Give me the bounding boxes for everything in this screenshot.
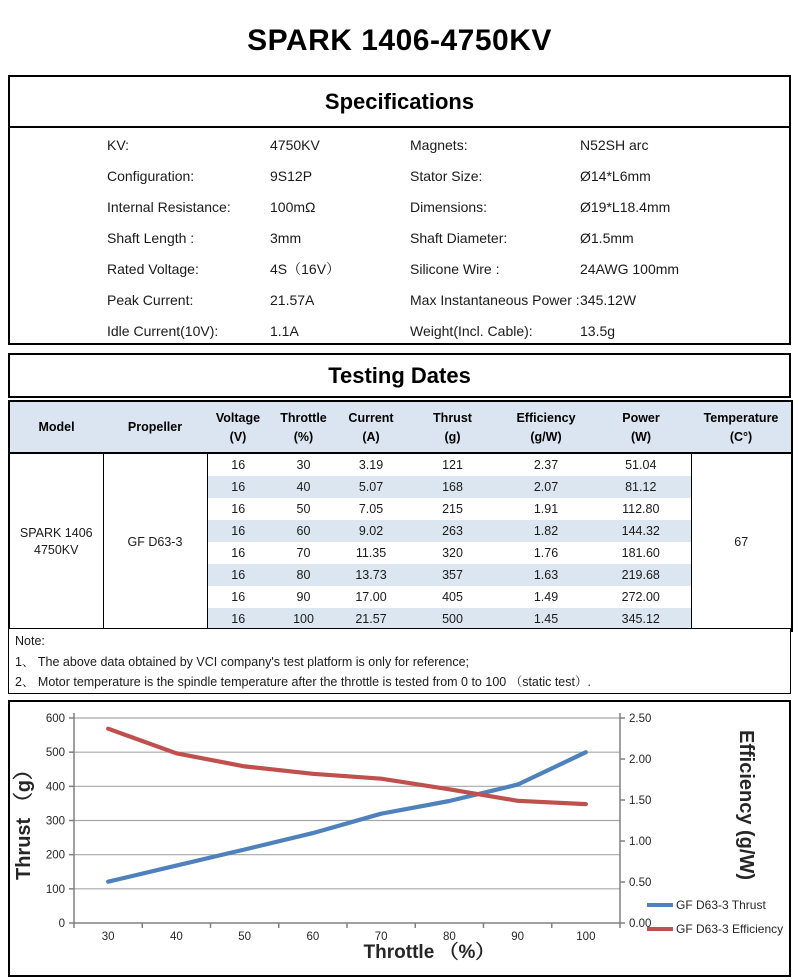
spec-label: Magnets: bbox=[410, 136, 468, 153]
spec-value: 4S（16V） bbox=[270, 260, 341, 277]
spec-value: 345.12W bbox=[580, 291, 637, 308]
note-section bbox=[8, 628, 791, 694]
left-axis-title: Thrust （g） bbox=[13, 760, 35, 880]
specifications-section bbox=[8, 75, 791, 345]
table-cell: 16 bbox=[231, 458, 246, 472]
y-right-tick-label: 0.50 bbox=[629, 877, 652, 889]
spec-row bbox=[10, 315, 789, 346]
legend-thrust-label: GF D63-3 Thrust bbox=[676, 898, 766, 912]
table-cell: 30 bbox=[296, 458, 311, 472]
column-header-efficiency: Efficiency (g/W) bbox=[501, 401, 591, 453]
spec-label: Weight(Incl. Cable): bbox=[410, 322, 533, 339]
table-cell: 1.82 bbox=[501, 520, 591, 542]
table-cell: 2.37 bbox=[533, 458, 559, 472]
table-cell: 3.19 bbox=[358, 458, 384, 472]
table-cell: 5.07 bbox=[338, 476, 404, 498]
specifications-heading: Specifications bbox=[10, 77, 789, 128]
thrust-line bbox=[108, 752, 586, 882]
chart-section bbox=[8, 700, 791, 977]
note-line-1: 1、 The above data obtained by VCI company's test platform is only for reference; bbox=[15, 654, 470, 669]
table-cell: 13.73 bbox=[338, 564, 404, 586]
column-header-model: Model bbox=[9, 401, 103, 453]
x-tick-label: 40 bbox=[169, 931, 183, 943]
spec-value: 13.5g bbox=[580, 322, 616, 339]
table-cell: 16 bbox=[207, 476, 269, 498]
legend-efficiency-label: GF D63-3 Efficiency bbox=[676, 922, 784, 936]
table-cell: 70 bbox=[296, 546, 311, 560]
spec-label: Rated Voltage: bbox=[107, 260, 199, 277]
spec-row bbox=[10, 253, 789, 284]
spec-row bbox=[10, 222, 789, 253]
table-cell: 17.00 bbox=[355, 590, 387, 604]
table-cell: 40 bbox=[269, 476, 338, 498]
y-left-tick-label: 400 bbox=[45, 781, 65, 794]
y-right-tick-label: 1.00 bbox=[629, 836, 652, 848]
spec-value: Ø19*L18.4mm bbox=[580, 198, 671, 215]
spec-label: Shaft Length : bbox=[107, 229, 195, 246]
table-cell: 181.60 bbox=[621, 546, 660, 560]
y-right-tick-label: 1.50 bbox=[629, 795, 652, 807]
table-cell: 219.68 bbox=[591, 564, 691, 586]
column-header-temperature: Temperature (C°) bbox=[691, 401, 792, 453]
y-right-tick-label: 0.00 bbox=[629, 918, 652, 930]
page-title: SPARK 1406-4750KV bbox=[247, 24, 552, 57]
column-header-power: Power (W) bbox=[591, 401, 691, 453]
y-right-tick-label: 2.00 bbox=[629, 754, 652, 766]
spec-label: Idle Current(10V): bbox=[107, 322, 219, 339]
spec-value: 4750KV bbox=[270, 136, 320, 153]
y-left-tick-label: 300 bbox=[45, 815, 65, 828]
spec-label: Internal Resistance: bbox=[107, 198, 231, 215]
table-cell: 112.80 bbox=[622, 502, 660, 516]
y-left-tick-label: 0 bbox=[58, 918, 65, 930]
table-cell: 2.07 bbox=[501, 476, 591, 498]
temperature-cell: 67 bbox=[691, 453, 792, 631]
table-cell: 215 bbox=[442, 502, 463, 516]
table-cell: 50 bbox=[296, 502, 311, 516]
table-cell: 320 bbox=[442, 546, 463, 560]
specifications-grid bbox=[10, 128, 789, 346]
y-left-tick-label: 600 bbox=[45, 713, 65, 725]
y-left-tick-label: 100 bbox=[45, 883, 65, 896]
spec-value: 1.1A bbox=[270, 322, 299, 339]
table-cell: 11.35 bbox=[355, 546, 387, 560]
table-cell: 357 bbox=[404, 564, 501, 586]
table-cell: 1.91 bbox=[533, 502, 559, 516]
spec-label: Shaft Diameter: bbox=[410, 229, 508, 246]
x-tick-label: 50 bbox=[238, 931, 252, 943]
spec-label: Configuration: bbox=[107, 167, 195, 184]
table-cell: 16 bbox=[207, 608, 269, 631]
spec-row bbox=[10, 129, 789, 160]
table-cell: 16 bbox=[231, 502, 246, 516]
model-cell: SPARK 1406 4750KV bbox=[9, 453, 103, 631]
y-right-tick-label: 2.50 bbox=[629, 713, 652, 725]
table-cell: 16 bbox=[207, 520, 269, 542]
table-header-row bbox=[9, 401, 792, 453]
table-cell: 7.05 bbox=[358, 502, 384, 516]
x-axis-title: Throttle （%） bbox=[363, 942, 495, 963]
right-axis-title: Efficiency (g/W) bbox=[735, 729, 757, 881]
column-header-thrust: Thrust (g) bbox=[404, 401, 501, 453]
spec-value: Ø14*L6mm bbox=[580, 167, 651, 184]
note-title: Note: bbox=[15, 634, 45, 648]
spec-row bbox=[10, 160, 789, 191]
spec-value: 9S12P bbox=[270, 167, 313, 184]
y-left-tick-label: 200 bbox=[45, 849, 65, 862]
spec-label: Peak Current: bbox=[107, 291, 194, 308]
testing-dates-section bbox=[8, 353, 791, 398]
testing-dates-heading: Testing Dates bbox=[328, 363, 471, 388]
spec-value: N52SH arc bbox=[580, 136, 649, 153]
table-cell: 263 bbox=[404, 520, 501, 542]
spec-label: Silicone Wire : bbox=[410, 260, 500, 277]
table-cell: 100 bbox=[269, 608, 338, 631]
table-cell: 1.63 bbox=[501, 564, 591, 586]
table-cell: 21.57 bbox=[338, 608, 404, 631]
table-cell: 121 bbox=[442, 458, 463, 472]
x-tick-label: 60 bbox=[306, 931, 320, 943]
spec-value: 24AWG 100mm bbox=[580, 260, 680, 277]
column-header-propeller: Propeller bbox=[103, 401, 207, 453]
table-cell: 272.00 bbox=[621, 590, 660, 604]
note-line-2: 2、 Motor temperature is the spindle temperature after the throttle is tested from 0 to 100 （static test）. bbox=[15, 675, 591, 689]
spec-label: KV: bbox=[107, 136, 130, 153]
table-cell: 16 bbox=[231, 590, 246, 604]
spec-value: Ø1.5mm bbox=[580, 229, 634, 246]
x-tick-label: 90 bbox=[511, 931, 525, 943]
efficiency-line bbox=[108, 729, 586, 804]
spec-value: 3mm bbox=[270, 229, 302, 246]
table-cell: 500 bbox=[404, 608, 501, 631]
table-cell: 345.12 bbox=[591, 608, 691, 631]
table-cell: 80 bbox=[269, 564, 338, 586]
spec-label: Stator Size: bbox=[410, 167, 483, 184]
spec-row bbox=[10, 284, 789, 315]
spec-label: Dimensions: bbox=[410, 198, 488, 215]
table-cell: 1.49 bbox=[533, 590, 559, 604]
column-header-throttle: Throttle (%) bbox=[269, 401, 338, 453]
y-left-tick-label: 500 bbox=[45, 747, 65, 760]
table-cell: 405 bbox=[442, 590, 463, 604]
table-row bbox=[9, 453, 792, 476]
propeller-cell: GF D63-3 bbox=[103, 453, 207, 631]
spec-value: 100mΩ bbox=[270, 198, 316, 215]
table-cell: 60 bbox=[269, 520, 338, 542]
table-cell: 90 bbox=[296, 590, 311, 604]
x-tick-label: 30 bbox=[101, 931, 115, 943]
x-tick-label: 100 bbox=[576, 931, 596, 943]
table-cell: 168 bbox=[404, 476, 501, 498]
spec-value: 21.57A bbox=[270, 291, 315, 308]
column-header-voltage: Voltage (V) bbox=[207, 401, 269, 453]
table-cell: 9.02 bbox=[338, 520, 404, 542]
spec-row bbox=[10, 191, 789, 222]
x-tick-label: 80 bbox=[442, 931, 456, 943]
table-cell: 1.76 bbox=[533, 546, 559, 560]
column-header-current: Current (A) bbox=[338, 401, 404, 453]
table-cell: 51.04 bbox=[625, 458, 657, 472]
table-cell: 144.32 bbox=[591, 520, 691, 542]
chart-svg bbox=[10, 702, 789, 975]
table-cell: 1.45 bbox=[501, 608, 591, 631]
x-tick-label: 70 bbox=[374, 931, 388, 943]
table-cell: 81.12 bbox=[591, 476, 691, 498]
spec-label: Max Instantaneous Power : bbox=[410, 291, 580, 308]
table-cell: 16 bbox=[207, 564, 269, 586]
table-cell: 16 bbox=[231, 546, 246, 560]
testing-table bbox=[8, 400, 793, 632]
